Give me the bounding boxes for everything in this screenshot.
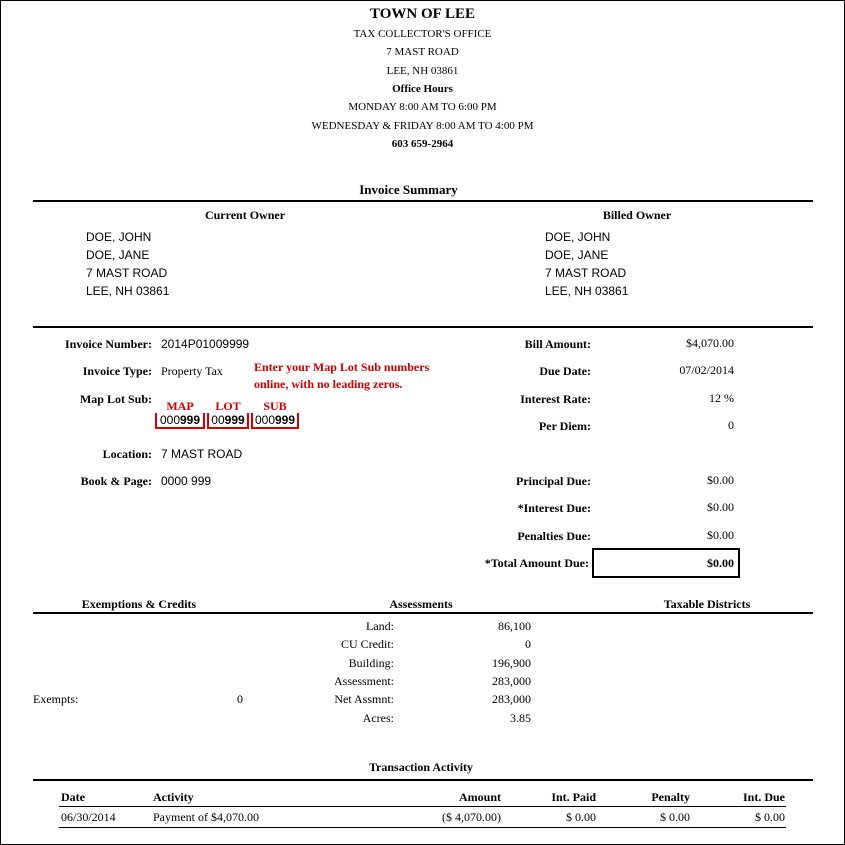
billed-owner-line: LEE, NH 03861 xyxy=(545,284,629,298)
current-owner-line: DOE, JOHN xyxy=(86,230,152,244)
interest-rate: 12 % xyxy=(709,391,734,405)
exemptions-heading: Exemptions & Credits xyxy=(81,597,197,611)
office-city: LEE, NH 03861 xyxy=(386,65,459,77)
principal-due: $0.00 xyxy=(707,473,734,487)
assessments-heading: Assessments xyxy=(389,597,453,611)
billed-owner-line: DOE, JANE xyxy=(545,248,609,262)
due-date-label: Due Date: xyxy=(539,364,591,378)
current-owner-line: 7 MAST ROAD xyxy=(86,266,168,280)
town-name: TOWN OF LEE xyxy=(369,6,476,22)
book-page: 0000 999 xyxy=(161,474,212,488)
principal-due-label: Principal Due: xyxy=(516,474,591,488)
book-page-label: Book & Page: xyxy=(80,474,152,488)
sub-label: SUB xyxy=(263,399,287,413)
office-hours-1: MONDAY 8:00 AM TO 6:00 PM xyxy=(348,101,497,113)
exempts-label: Exempts: xyxy=(33,692,79,706)
billed-owner-line: DOE, JOHN xyxy=(545,230,611,244)
transaction-penalty: $ 0.00 xyxy=(660,810,690,824)
due-date: 07/02/2014 xyxy=(679,363,734,377)
current-owner-line: DOE, JANE xyxy=(86,248,150,262)
col-amount: Amount xyxy=(458,790,501,804)
assessment-label-building: Building: xyxy=(348,656,394,670)
office-hours-2: WEDNESDAY & FRIDAY 8:00 AM TO 4:00 PM xyxy=(311,120,534,132)
summary-title: Invoice Summary xyxy=(359,182,458,197)
transactions-rule xyxy=(33,779,813,781)
transaction-activity: Payment of $4,070.00 xyxy=(153,810,259,824)
summary-rule xyxy=(33,200,813,202)
sub-number-box xyxy=(251,413,299,429)
invoice-type: Property Tax xyxy=(161,364,223,378)
assessment-value-building: 196,900 xyxy=(492,656,531,670)
lot-label: LOT xyxy=(215,399,241,413)
col-int-due: Int. Due xyxy=(742,790,785,804)
office-phone: 603 659-2964 xyxy=(391,138,454,150)
interest-due-label: *Interest Due: xyxy=(517,501,591,515)
sub-leading-zeros: 000 xyxy=(254,413,275,427)
exempts-value: 0 xyxy=(237,692,243,706)
per-diem-label: Per Diem: xyxy=(538,419,591,433)
invoice-number: 2014P01009999 xyxy=(161,337,250,351)
penalties-due-label: Penalties Due: xyxy=(517,529,591,543)
assessment-value-land: 86,100 xyxy=(498,619,531,633)
lot-number: 999 xyxy=(224,413,245,427)
transactions-row-rule xyxy=(59,827,786,828)
map-lot-note-line2: online, with no leading zeros. xyxy=(254,377,403,391)
transactions-title: Transaction Activity xyxy=(368,760,474,774)
col-int-paid: Int. Paid xyxy=(551,790,596,804)
current-owner-heading: Current Owner xyxy=(204,208,286,222)
map-number: 999 xyxy=(180,413,201,427)
lot-leading-zeros: 00 xyxy=(211,413,225,427)
assessment-label-assessment: Assessment: xyxy=(334,674,394,688)
owners-rule xyxy=(33,326,813,328)
districts-heading: Taxable Districts xyxy=(663,597,751,611)
col-date: Date xyxy=(61,790,85,804)
assessment-label-acres: Acres: xyxy=(362,711,394,725)
assessment-value-net: 283,000 xyxy=(492,692,531,706)
map-number-box xyxy=(155,413,205,429)
billed-owner-heading: Billed Owner xyxy=(602,208,672,222)
office-hours-title: Office Hours xyxy=(392,83,453,95)
transaction-date: 06/30/2014 xyxy=(61,810,116,824)
location-label: Location: xyxy=(102,447,152,461)
office-address: 7 MAST ROAD xyxy=(386,46,459,58)
lot-number-box xyxy=(207,413,249,429)
bill-amount: $4,070.00 xyxy=(686,336,734,350)
interest-rate-label: Interest Rate: xyxy=(520,392,591,406)
assessment-label-land: Land: xyxy=(366,619,394,633)
map-leading-zeros: 000 xyxy=(159,413,180,427)
total-due: $0.00 xyxy=(707,556,734,570)
billed-owner-line: 7 MAST ROAD xyxy=(545,266,627,280)
transaction-amount: ($ 4,070.00) xyxy=(442,810,501,824)
assessment-value-acres: 3.85 xyxy=(510,711,531,725)
col-activity: Activity xyxy=(153,790,194,804)
penalties-due: $0.00 xyxy=(707,528,734,542)
transaction-int-due: $ 0.00 xyxy=(755,810,785,824)
total-due-label: *Total Amount Due: xyxy=(484,556,589,570)
interest-due: $0.00 xyxy=(707,500,734,514)
sub-number: 999 xyxy=(275,413,296,427)
assessment-label-cu-credit: CU Credit: xyxy=(341,637,394,651)
bill-amount-label: Bill Amount: xyxy=(524,337,591,351)
map-lot-note-line1: Enter your Map Lot Sub numbers xyxy=(254,360,430,374)
map-label: MAP xyxy=(166,399,194,413)
transactions-header-rule xyxy=(59,806,786,807)
assessment-value-assessment: 283,000 xyxy=(492,674,531,688)
transaction-int-paid: $ 0.00 xyxy=(566,810,596,824)
col-penalty: Penalty xyxy=(651,790,690,804)
assessment-value-cu-credit: 0 xyxy=(525,637,531,651)
per-diem: 0 xyxy=(728,418,734,432)
current-owner-line: LEE, NH 03861 xyxy=(86,284,170,298)
invoice-type-label: Invoice Type: xyxy=(82,364,152,378)
office-name: TAX COLLECTOR'S OFFICE xyxy=(353,28,492,40)
location: 7 MAST ROAD xyxy=(161,447,243,461)
sections-rule xyxy=(33,612,813,614)
invoice-number-label: Invoice Number: xyxy=(65,337,152,351)
map-lot-sub-label: Map Lot Sub: xyxy=(79,392,152,406)
assessment-label-net: Net Assmnt: xyxy=(334,692,394,706)
